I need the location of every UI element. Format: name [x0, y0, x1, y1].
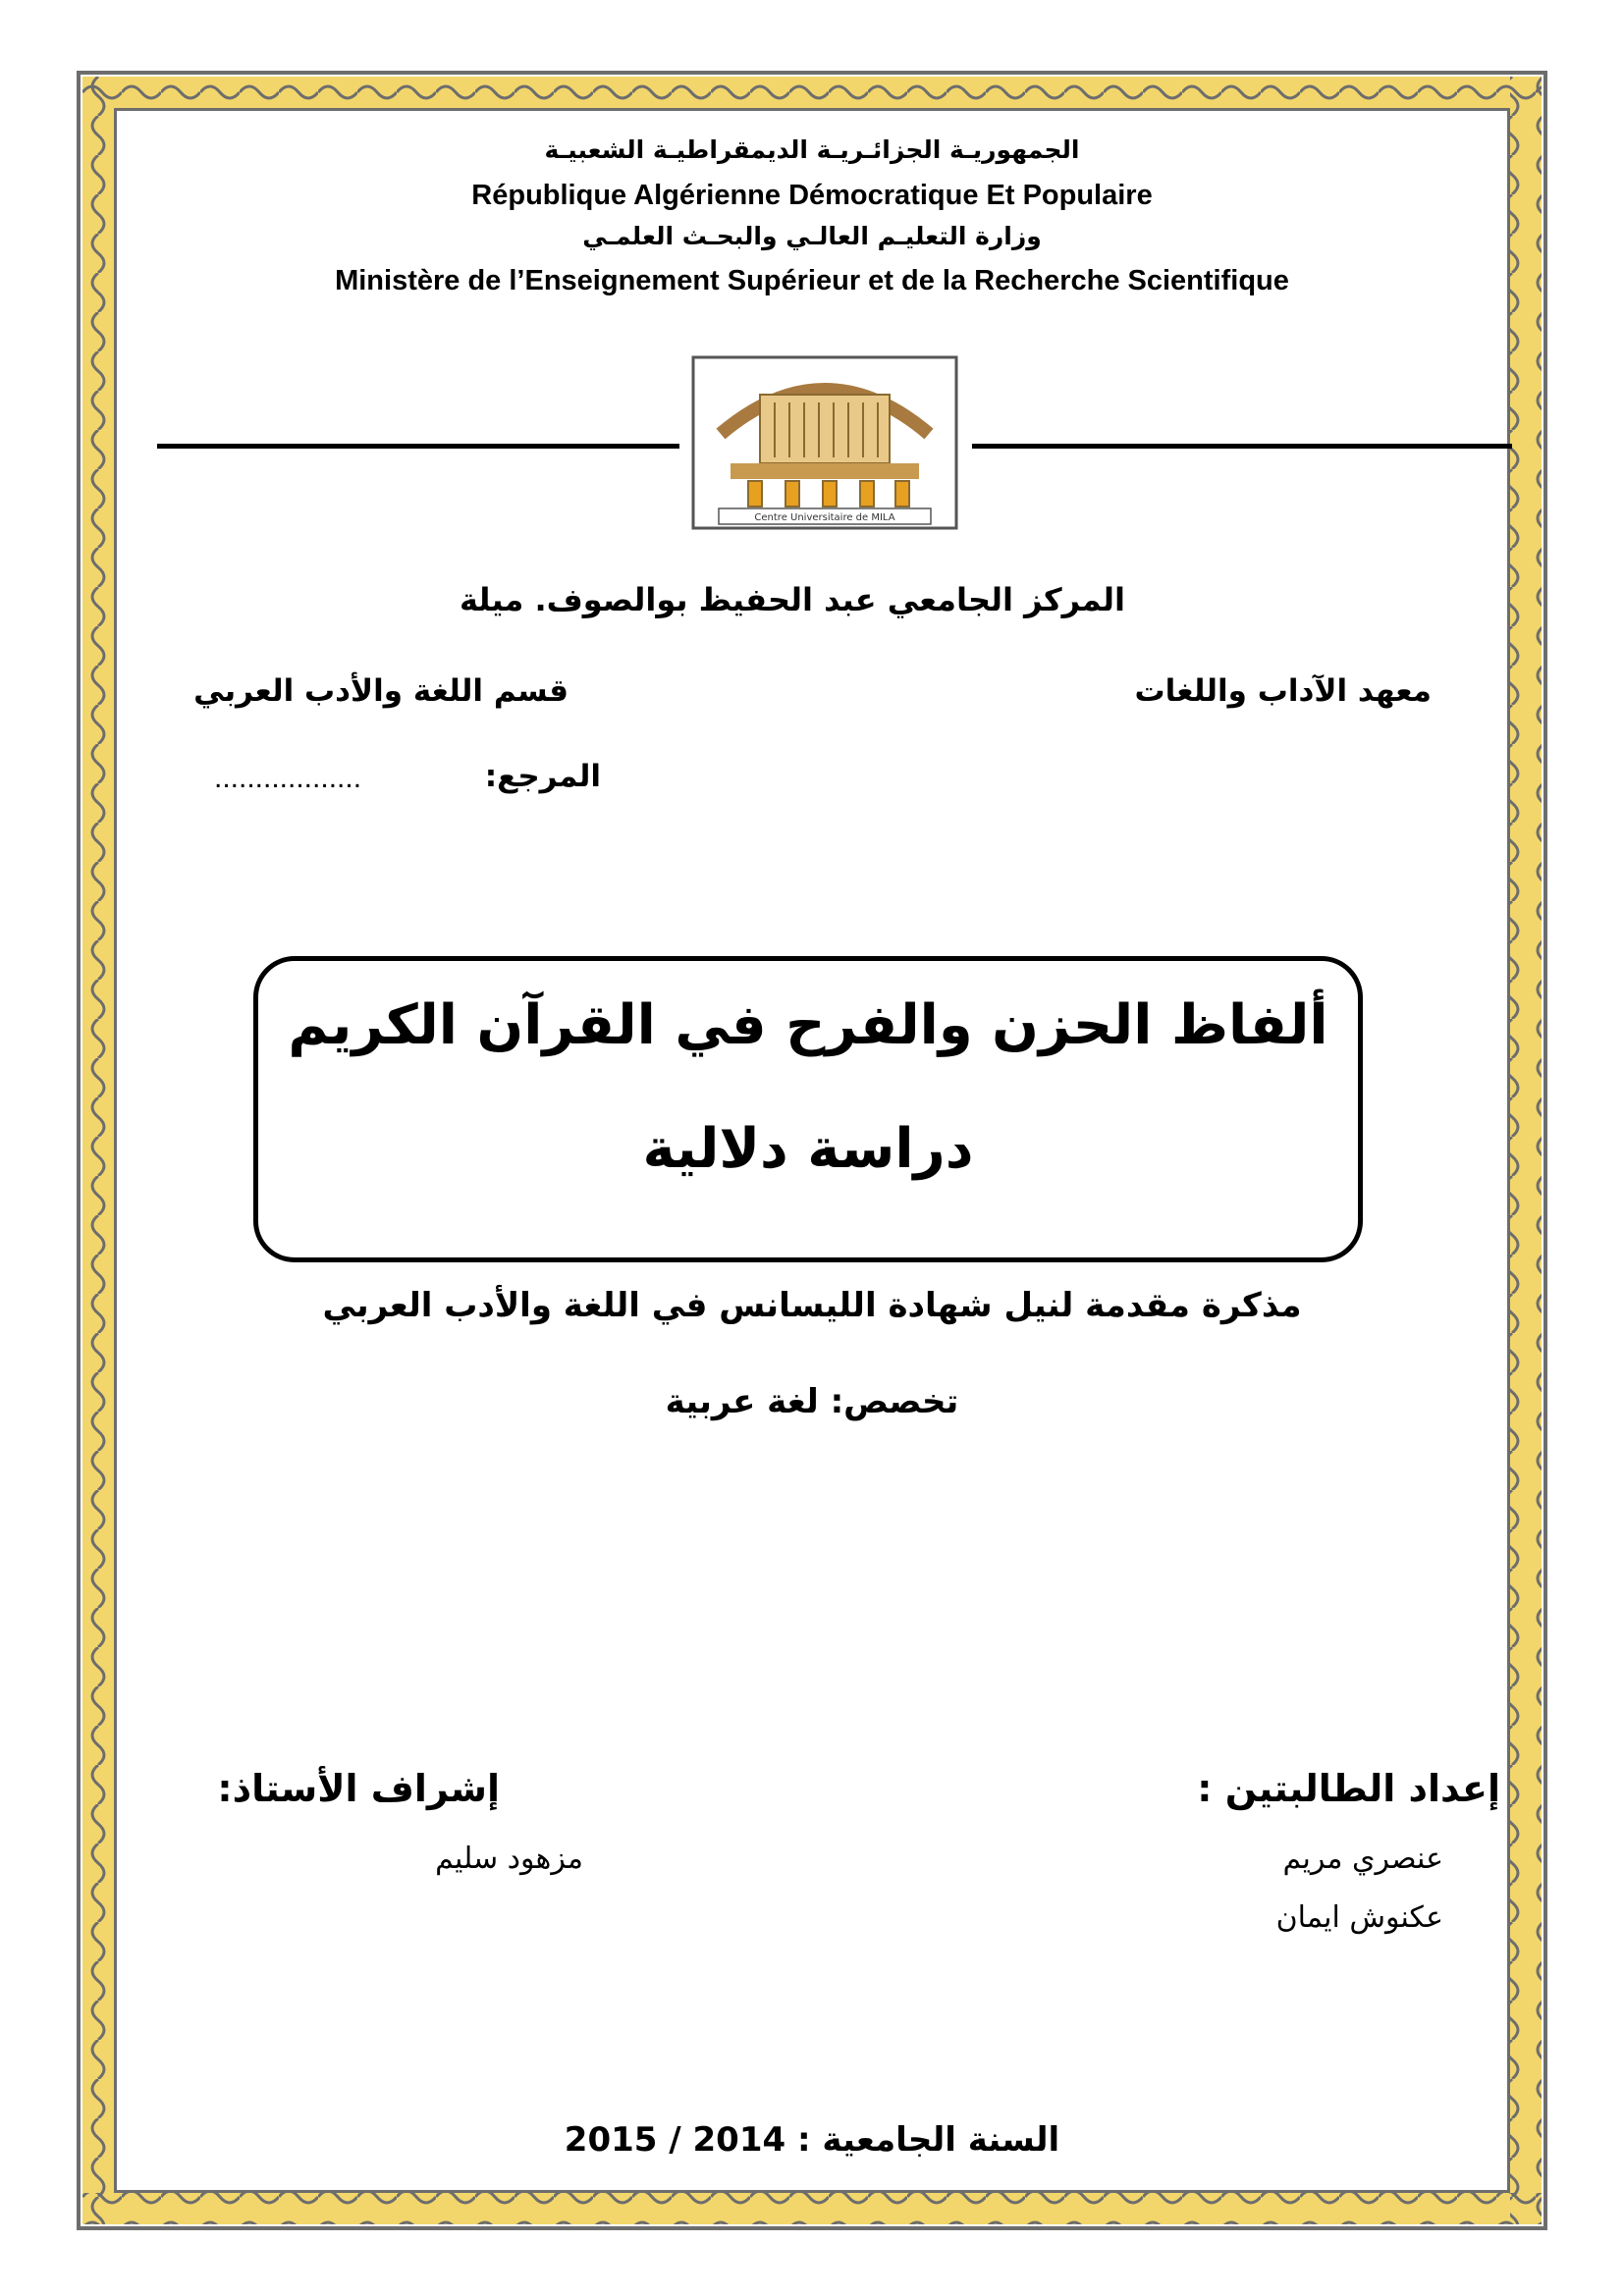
logo-caption: Centre Universitaire de MILA	[754, 512, 895, 523]
academic-year: السنة الجامعية : 2014 / 2015	[564, 2120, 1060, 2160]
supervisor-label: إشراف الأستاذ:	[217, 1767, 500, 1810]
students-label: إعداد الطالبتين :	[1197, 1767, 1500, 1810]
header-rule-right	[972, 444, 1512, 449]
thesis-title-line1: ألفاظ الحزن والفرح في القرآن الكريم	[288, 993, 1328, 1057]
degree-statement: مذكرة مقدمة لنيل شهادة الليسانس في اللغة والأدب العربي	[322, 1286, 1302, 1325]
supervisor-name: مزهود سليم	[435, 1842, 583, 1876]
ministry-name-ar: وزارة التعليـم العالـي والبحـث العلمـي	[582, 222, 1042, 250]
country-name-fr: République Algérienne Démocratique Et Populaire	[471, 180, 1153, 211]
student-name-1: عنصري مريم	[1282, 1842, 1443, 1876]
student-name-2: عكنوش ايمان	[1275, 1900, 1443, 1935]
reference-value: ..................	[214, 762, 362, 794]
thesis-title-line2: دراسة دلالية	[642, 1117, 974, 1181]
header-rule-left	[157, 444, 679, 449]
university-center-name: المركز الجامعي عبد الحفيظ بوالصوف. ميلة	[459, 581, 1125, 618]
ministry-name-fr: Ministère de l’Enseignement Supérieur et de la Recherche Scientifique	[335, 265, 1289, 296]
country-name-ar: الجمهوريـة الجزائـريـة الديمقراطيـة الشعبيـة	[544, 135, 1080, 164]
specialty: تخصص: لغة عربية	[665, 1382, 959, 1421]
university-logo	[691, 355, 958, 530]
reference-label: المرجع:	[484, 759, 601, 794]
institute-name: معهد الآداب واللغات	[1134, 673, 1432, 709]
department-name: قسم اللغة والأدب العربي	[193, 673, 568, 709]
